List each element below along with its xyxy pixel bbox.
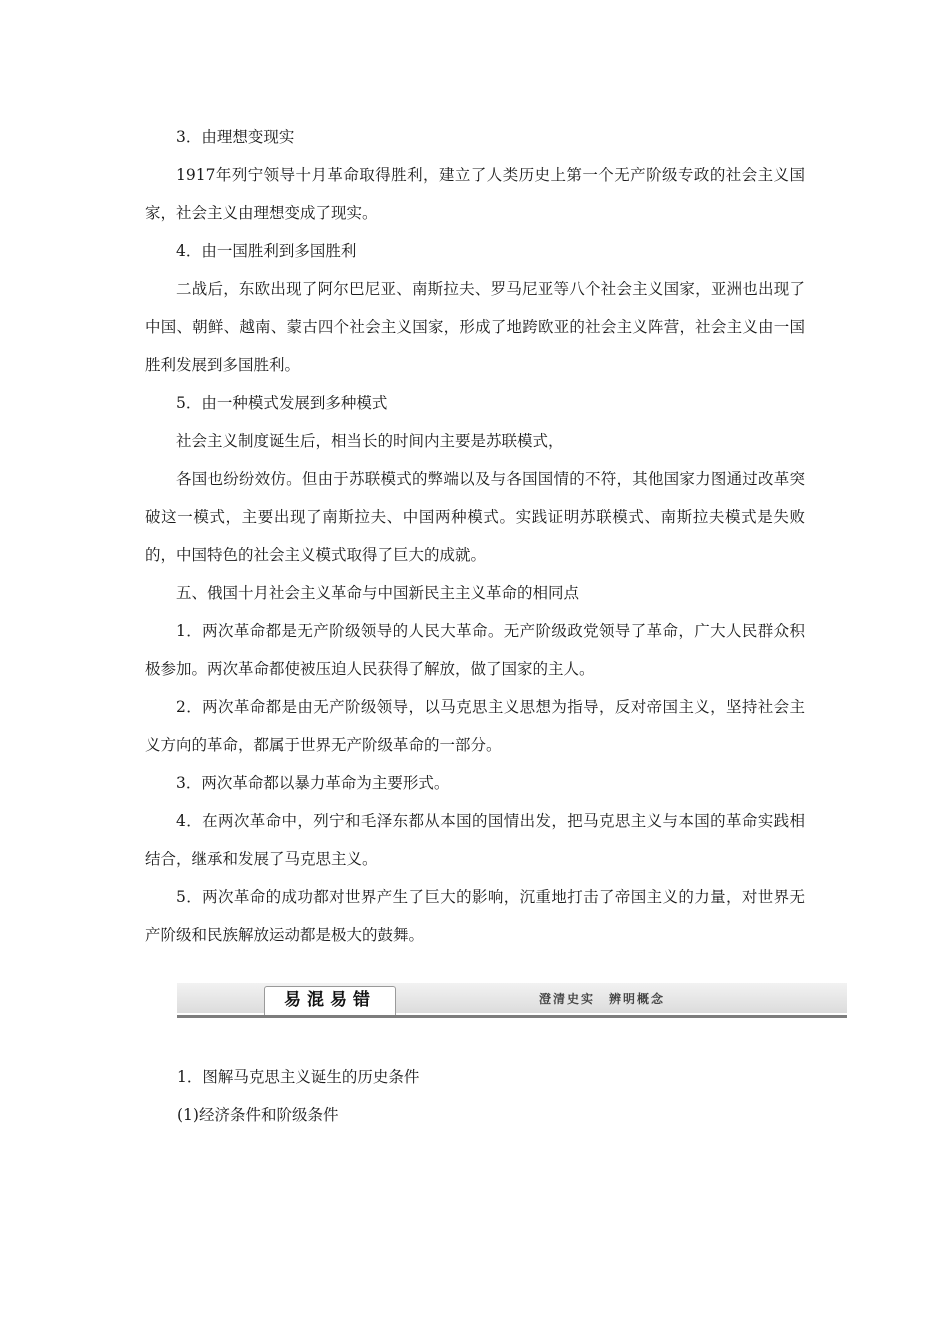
paragraph-point-5: 5．两次革命的成功都对世界产生了巨大的影响，沉重地打击了帝国主义的力量，对世界无产阶级和民族解放运动都是极大的鼓舞。: [145, 888, 805, 944]
heading-one-to-many-countries: 4．由一国胜利到多国胜利: [176, 242, 357, 260]
paragraph-point-1: 1．两次革命都是无产阶级领导的人民大革命。无产阶级政党领导了革命，广大人民群众积极参加。两次革命都使被压迫人民获得了解放，做了国家的主人。: [145, 622, 805, 678]
paragraph-1917-revolution: 1917年列宁领导十月革命取得胜利，建立了人类历史上第一个无产阶级专政的社会主义国家，社会主义由理想变成了现实。: [145, 166, 805, 222]
heading-one-to-many-models: 5．由一种模式发展到多种模式: [176, 394, 388, 412]
banner-tab-title: 易混易错: [264, 986, 396, 1015]
paragraph-point-4: 4．在两次革命中，列宁和毛泽东都从本国的国情出发，把马克思主义与本国的革命实践相结合，继承和发展了马克思主义。: [145, 812, 805, 868]
heading-section-five: 五、俄国十月社会主义革命与中国新民主主义革命的相同点: [176, 584, 580, 602]
lower-heading: 1．图解马克思主义诞生的历史条件: [177, 1068, 420, 1086]
paragraph-point-3: 3．两次革命都以暴力革命为主要形式。: [176, 774, 450, 792]
lower-section: [177, 1058, 797, 1134]
banner-underline: [177, 1015, 847, 1018]
paragraph-soviet-model: 社会主义制度诞生后，相当长的时间内主要是苏联模式，: [176, 432, 564, 450]
section-banner: [177, 983, 847, 1019]
lower-subheading: (1)经济条件和阶级条件: [177, 1106, 339, 1124]
banner-subtitle: 澄清史实 辨明概念: [539, 992, 666, 1006]
paragraph-model-reform: 各国也纷纷效仿。但由于苏联模式的弊端以及与各国国情的不符，其他国家力图通过改革突破这一模式，主要出现了南斯拉夫、中国两种模式。实践证明苏联模式、南斯拉夫模式是失败的，中国特色的社会主义模式取得了巨大的成就。: [145, 470, 805, 564]
document-body: [145, 118, 805, 954]
heading-ideal-to-reality: 3．由理想变现实: [176, 128, 295, 146]
paragraph-post-war-socialist-camp: 二战后，东欧出现了阿尔巴尼亚、南斯拉夫、罗马尼亚等八个社会主义国家，亚洲也出现了中国、朝鲜、越南、蒙古四个社会主义国家，形成了地跨欧亚的社会主义阵营，社会主义由一国胜利发展到多国胜利。: [145, 280, 805, 374]
paragraph-point-2: 2．两次革命都是由无产阶级领导，以马克思主义思想为指导，反对帝国主义，坚持社会主义方向的革命，都属于世界无产阶级革命的一部分。: [145, 698, 805, 754]
